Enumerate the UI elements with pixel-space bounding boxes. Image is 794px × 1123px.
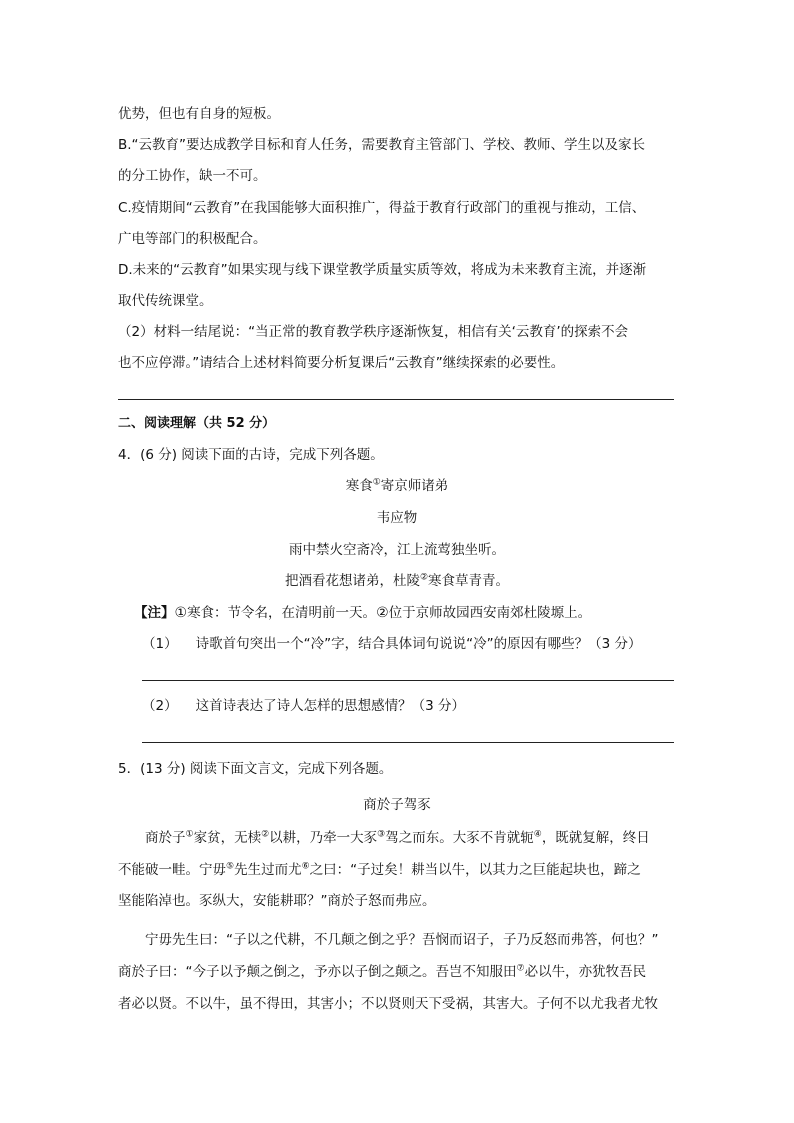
question-2-line: 也不应停滞。”请结合上述材料简要分析复课后“云教育”继续探索的必要性。	[118, 355, 565, 371]
poem-line	[0, 571, 794, 591]
answer-line[interactable]	[142, 742, 674, 743]
question-5-stem: 5．(13 分) 阅读下面文言文，完成下列各题。	[118, 761, 393, 777]
passage-text: 先生过而尤	[234, 862, 302, 878]
footnote-marker: ⑤	[226, 861, 235, 872]
passage-line: 宁毋先生曰：“子以之代耕，不几颠之倒之乎？吾悯而诏子，子乃反怒而弗答，何也？”	[145, 932, 659, 948]
footnote-marker: ①	[185, 829, 194, 840]
footnote-marker: ⑦	[516, 963, 525, 974]
poem-title-text: 寄京师诸弟	[380, 478, 449, 494]
answer-line[interactable]	[118, 399, 674, 400]
sub-question-1	[142, 634, 641, 654]
footnote-marker: ⑥	[301, 861, 310, 872]
option-c-line: 广电等部门的积极配合。	[118, 231, 267, 247]
option-b-line: 的分工协作，缺一不可。	[118, 168, 267, 184]
sub-question-text: 诗歌首句突出一个“冷”字，结合具体词句说说“冷”的原因有哪些？（3 分）	[195, 636, 642, 652]
poem-line-text: 寒食草青青。	[428, 573, 510, 589]
note-marker: ①	[174, 605, 188, 621]
poem-title	[0, 476, 794, 496]
text-line: 优势，但也有自身的短板。	[118, 106, 280, 122]
passage-line	[118, 860, 641, 880]
note-text: 位于京师故园西安南郊杜陵塬上。	[388, 605, 592, 621]
sub-question-2	[142, 696, 465, 716]
passage-text: 家贫，无椟	[193, 830, 262, 846]
passage-text: 驾之而东。大豕不肯就轭	[385, 830, 534, 846]
poem-note	[134, 603, 591, 623]
passage-line	[145, 828, 650, 848]
sub-question-number: （2）	[142, 698, 178, 714]
option-c-line: C.疫情期间“云教育”在我国能够大面积推广，得益于教育行政部门的重视与推动，工信、	[118, 200, 646, 216]
passage-text: 商於子	[145, 830, 186, 846]
passage-text: 之曰：“子过矣！耕当以牛，以其力之巨能起块也，蹄之	[309, 862, 641, 878]
footnote-marker: ②	[419, 572, 429, 583]
passage-title: 商於子驾豕	[363, 797, 431, 813]
passage-line: 者必以贤。不以牛，虽不得田，其害小；不以贤则天下受祸，其害大。子何不以尤我者尤牧	[118, 996, 658, 1012]
footnote-marker: ④	[533, 829, 542, 840]
passage-text: 不能破一畦。宁毋	[118, 862, 226, 878]
passage-line: 坚能陷淖也。豕纵大，安能耕耶？”商於子怒而弗应。	[118, 893, 436, 909]
option-b-line: B.“云教育”要达成教学目标和育人任务，需要教育主管部门、学校、教师、学生以及家长	[118, 137, 646, 153]
question-2-line: （2）材料一结尾说：“当正常的教育教学秩序逐渐恢复，相信有关‘云教育’的探索不会	[118, 324, 629, 340]
note-label: 【注】	[134, 605, 175, 621]
section-heading: 二、阅读理解（共 52 分）	[118, 416, 276, 431]
poem-line-text: 把酒看花想诸弟，杜陵	[284, 573, 420, 589]
option-d-line: 取代传统课堂。	[118, 293, 213, 309]
passage-text: ，既就复解，终日	[541, 830, 650, 846]
footnote-marker: ②	[261, 829, 270, 840]
passage-text: 必以牛，亦犹牧吾民	[524, 964, 647, 980]
footnote-marker: ①	[372, 477, 381, 488]
sub-question-text: 这首诗表达了诗人怎样的思想感情？（3 分）	[195, 698, 465, 714]
answer-line[interactable]	[142, 680, 674, 681]
question-4-stem: 4．(6 分) 阅读下面的古诗，完成下列各题。	[118, 447, 384, 463]
option-d-line: D.未来的“云教育”如果实现与线下课堂教学质量实质等效，将成为未来教育主流，并逐渐	[118, 262, 647, 278]
note-marker: ②	[376, 605, 389, 621]
footnote-marker: ③	[377, 829, 386, 840]
passage-text: 商於子曰：“今子以予颠之倒之，予亦以子倒之颠之。吾岂不知服田	[118, 964, 517, 980]
poem-title-text: 寒食	[345, 478, 373, 494]
poem-line: 雨中禁火空斋冷，江上流莺独坐听。	[289, 542, 505, 558]
poem-author: 韦应物	[376, 510, 418, 526]
passage-text: 以耕，乃牵一大豕	[269, 830, 378, 846]
passage-line	[118, 962, 646, 982]
note-text: 寒食：节令名，在清明前一天。	[187, 605, 377, 621]
sub-question-number: （1）	[142, 636, 178, 652]
